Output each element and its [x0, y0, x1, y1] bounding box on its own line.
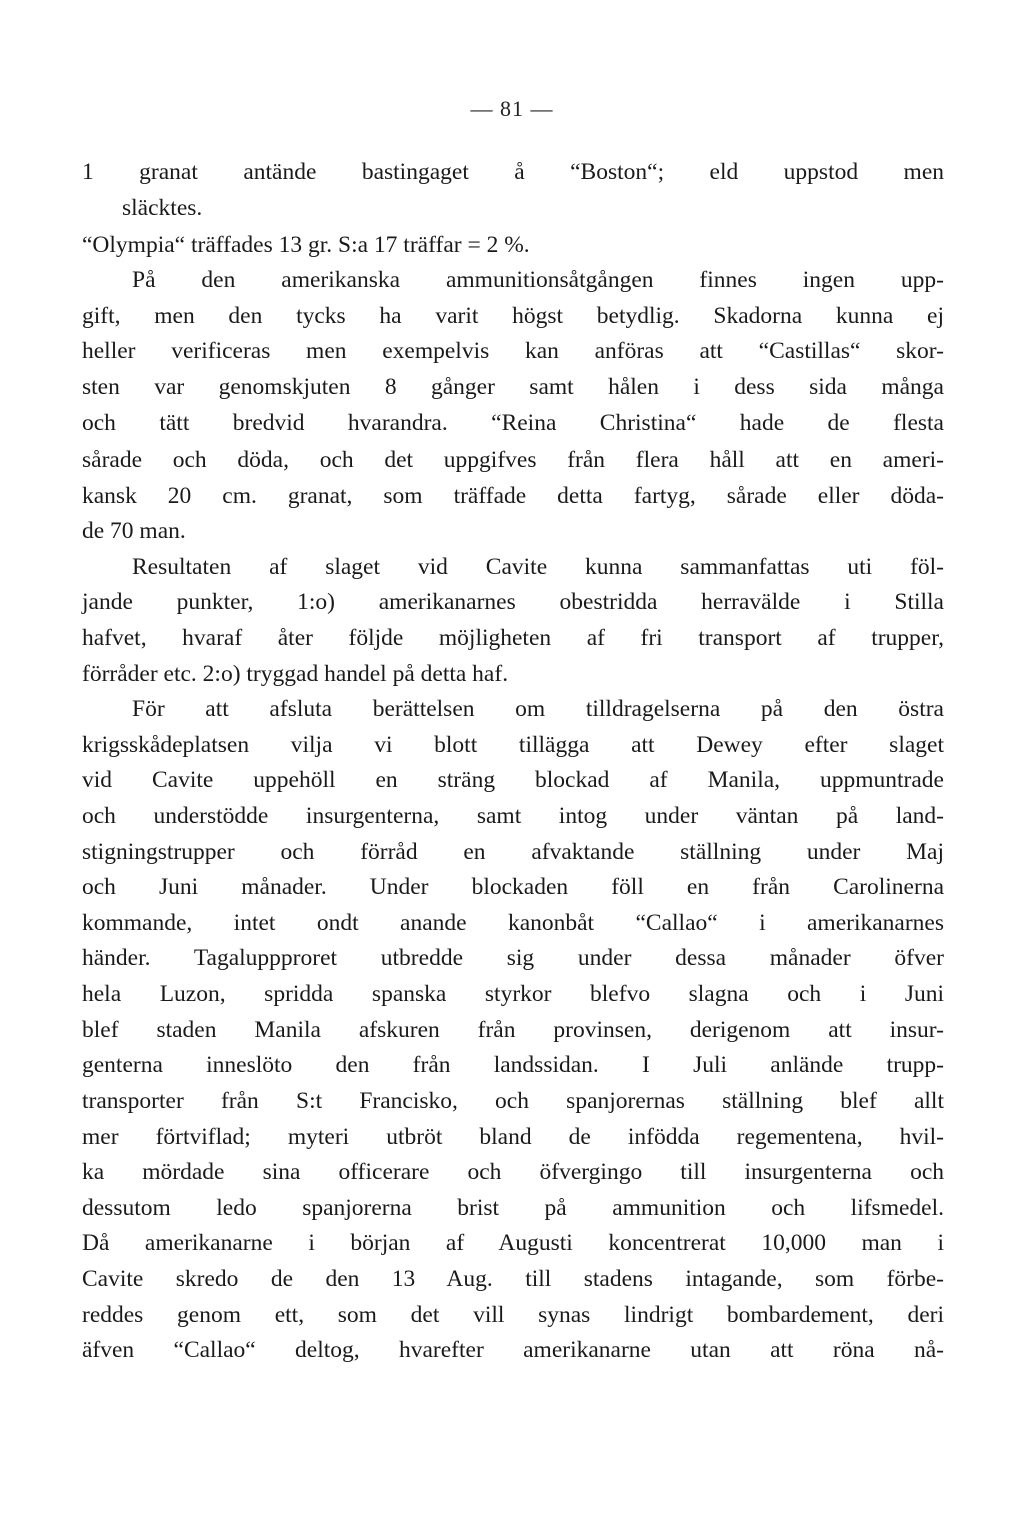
text-line: stigningstrupper och förråd en afvaktande ställning under Maj [82, 839, 944, 865]
text-line: kommande, intet ondt anande kanonbåt “Callao“ i amerikanarnes [82, 910, 944, 936]
page-number: — 81 — [470, 96, 554, 121]
text-line: sten var genomskjuten 8 gånger samt hålen i dess sida många [82, 374, 944, 400]
text-line: krigsskådeplatsen vilja vi blott tillägga att Dewey efter slaget [82, 732, 944, 758]
text-line: heller verificeras men exempelvis kan anföras att “Castillas“ skor- [82, 338, 944, 364]
text-line: sårade och döda, och det uppgifves från flera håll att en ameri- [82, 447, 944, 473]
text-line: transporter från S:t Francisko, och spanjorernas ställning blef allt [82, 1088, 944, 1114]
text-line: vid Cavite uppehöll en sträng blockad af Manila, uppmuntrade [82, 767, 944, 793]
text-line: och Juni månader. Under blockaden föll en från Carolinerna [82, 874, 944, 900]
text-line: På den amerikanska ammunitionsåtgången finnes ingen upp- [132, 267, 944, 293]
text-line: hela Luzon, spridda spanska styrkor blefvo slagna och i Juni [82, 981, 944, 1007]
text-line: Resultaten af slaget vid Cavite kunna sammanfattas uti föl- [132, 554, 944, 580]
text-line: gift, men den tycks ha varit högst betydlig. Skadorna kunna ej [82, 303, 944, 329]
text-line: släcktes. [122, 195, 203, 221]
text-line: Då amerikanarne i början af Augusti koncentrerat 10,000 man i [82, 1230, 944, 1256]
text-line: Cavite skredo de den 13 Aug. till stadens intagande, som förbe- [82, 1266, 944, 1292]
text-line: äfven “Callao“ deltog, hvarefter amerikanarne utan att röna nå- [82, 1337, 944, 1363]
text-line: kansk 20 cm. granat, som träffade detta fartyg, sårade eller döda- [82, 483, 944, 509]
text-line: För att afsluta berättelsen om tilldragelserna på den östra [132, 696, 944, 722]
text-line: “Olympia“ träffades 13 gr. S:a 17 träffar = 2 %. [82, 232, 530, 258]
text-line: ka mördade sina officerare och öfvergingo till insurgenterna och [82, 1159, 944, 1185]
text-line: jande punkter, 1:o) amerikanarnes obestridda herravälde i Stilla [82, 589, 944, 615]
text-line: 1 granat antände bastingaget å “Boston“; eld uppstod men [82, 159, 944, 185]
text-line: blef staden Manila afskuren från provinsen, derigenom att insur- [82, 1017, 944, 1043]
text-line: reddes genom ett, som det vill synas lindrigt bombardement, deri [82, 1302, 944, 1328]
text-line: genterna inneslöto den från landssidan. I Juli anlände trupp- [82, 1052, 944, 1078]
text-line: och understödde insurgenterna, samt intog under väntan på land- [82, 803, 944, 829]
text-line: och tätt bredvid hvarandra. “Reina Christina“ hade de flesta [82, 410, 944, 436]
text-line: förråder etc. 2:o) tryggad handel på detta haf. [82, 661, 509, 687]
text-line: händer. Tagaluppproret utbredde sig under dessa månader öfver [82, 945, 944, 971]
text-line: dessutom ledo spanjorerna brist på ammunition och lifsmedel. [82, 1195, 944, 1221]
text-line: mer förtviflad; myteri utbröt bland de infödda regementena, hvil- [82, 1124, 944, 1150]
text-line: de 70 man. [82, 518, 186, 544]
text-line: hafvet, hvaraf åter följde möjligheten af fri transport af trupper, [82, 625, 944, 651]
